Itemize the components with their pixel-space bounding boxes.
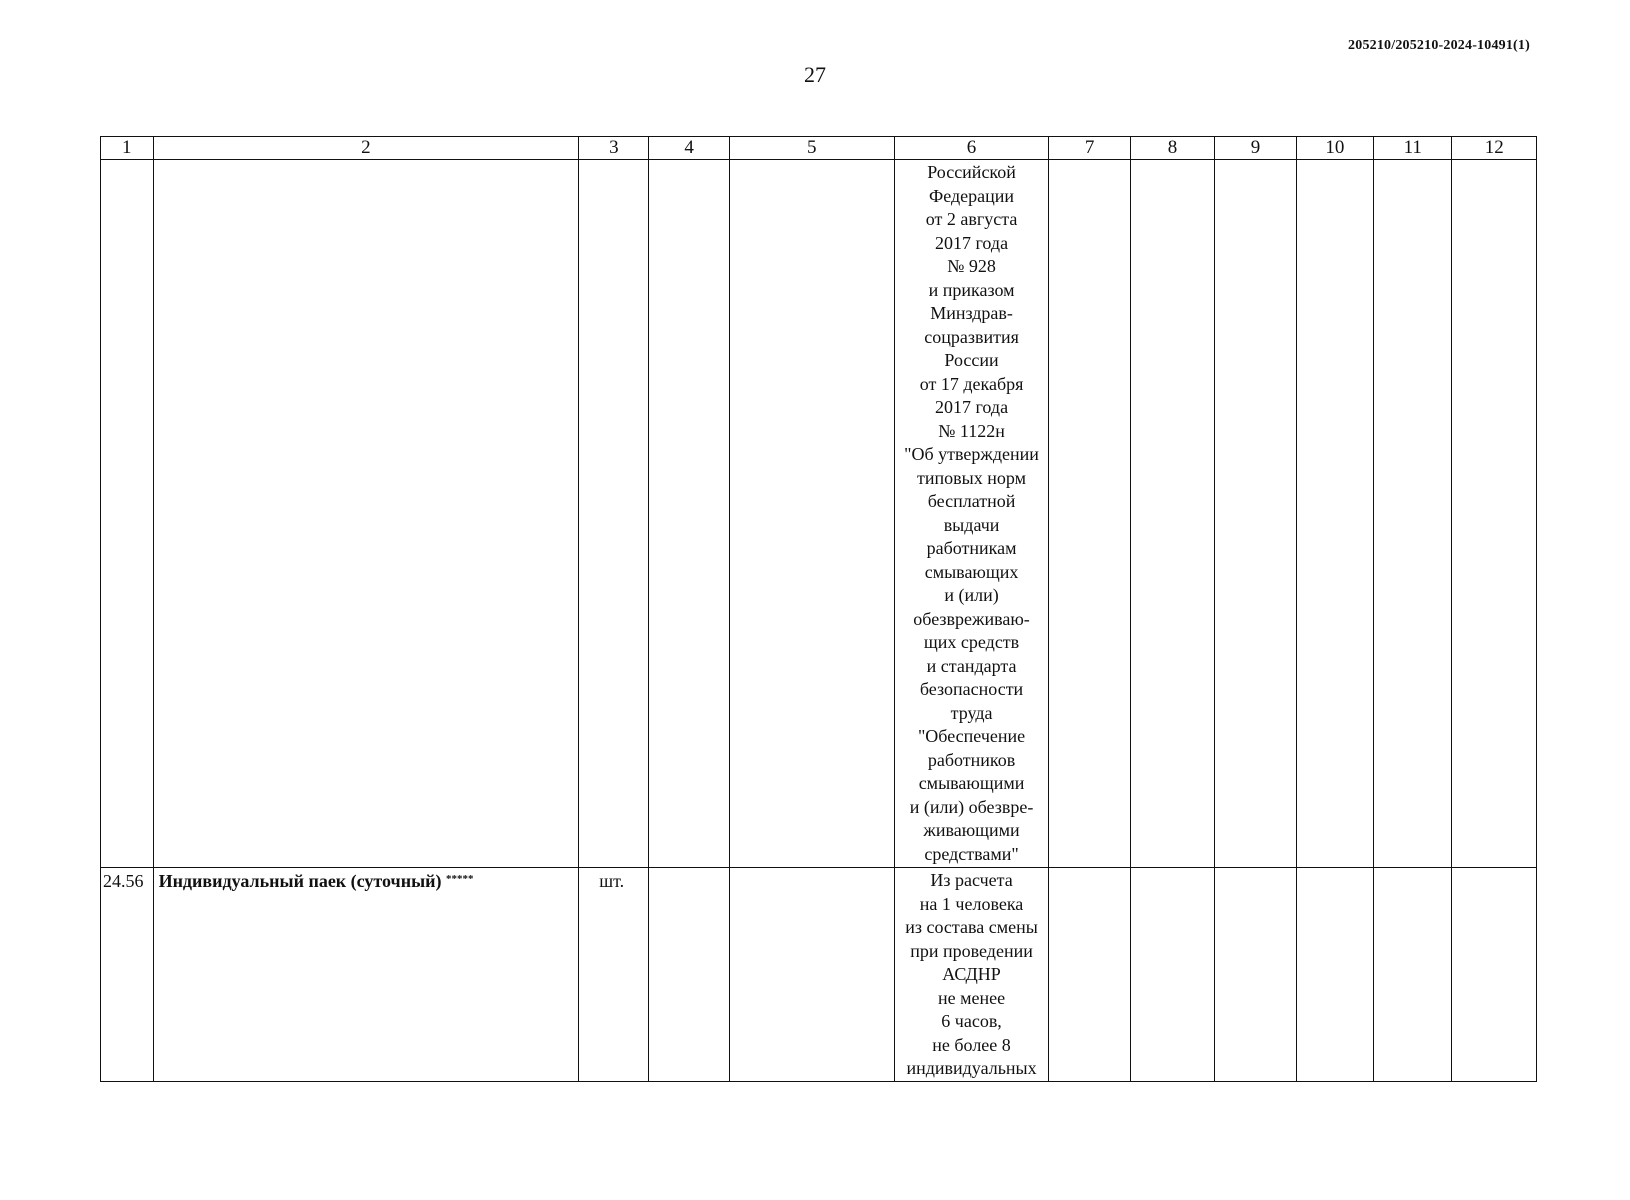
column-header-10: 10 <box>1296 137 1373 160</box>
basis-line: на 1 человека <box>919 893 1024 914</box>
basis-lines <box>895 161 1049 866</box>
basis-line: не менее <box>937 987 1006 1008</box>
basis-lines <box>895 869 1049 1081</box>
basis-line: труда <box>950 702 993 723</box>
cell-col9 <box>1215 160 1296 868</box>
basis-line: смывающими <box>918 773 1025 793</box>
basis-line: смывающих <box>924 561 1019 582</box>
cell-col8 <box>1130 160 1215 868</box>
cell-col7 <box>1049 868 1130 1082</box>
cell-col5 <box>729 160 894 868</box>
cell-unit <box>579 160 649 868</box>
cell-col4 <box>649 868 729 1082</box>
basis-line: Российской <box>927 162 1016 182</box>
column-header-12: 12 <box>1452 137 1537 160</box>
basis-line: от 2 августа <box>925 209 1018 229</box>
cell-basis <box>894 868 1049 1082</box>
basis-line: 2017 года <box>935 232 1009 253</box>
basis-line: 2017 года <box>935 397 1009 417</box>
basis-line: из состава смены <box>905 917 1038 937</box>
basis-line: Минздрав- <box>930 303 1013 323</box>
table-row <box>101 868 1537 1082</box>
basis-line: АСДНР <box>942 964 1001 984</box>
cell-col7 <box>1049 160 1130 868</box>
cell-col11 <box>1374 868 1452 1082</box>
basis-line: России <box>944 350 999 370</box>
basis-line: от 17 декабря <box>919 373 1024 394</box>
column-header-6: 6 <box>894 137 1049 160</box>
cell-col12 <box>1452 160 1537 868</box>
basis-line: выдачи <box>943 514 1000 535</box>
cell-col5 <box>729 868 894 1082</box>
cell-number: 24.56 <box>101 868 154 1082</box>
basis-line: обезвреживаю- <box>913 608 1030 629</box>
cell-col4 <box>649 160 729 868</box>
document-id: 205210/205210-2024-10491(1) <box>1348 38 1530 53</box>
table-row <box>101 160 1537 868</box>
basis-line: бесплатной <box>927 491 1016 511</box>
cell-number <box>101 160 154 868</box>
basis-line: при проведении <box>910 940 1033 961</box>
cell-name <box>153 868 579 1082</box>
basis-line: щих средств <box>923 632 1020 652</box>
basis-line: безопасности <box>919 679 1024 699</box>
basis-line: типовых норм <box>917 467 1027 488</box>
basis-line: не более 8 <box>932 1034 1011 1055</box>
cell-basis <box>894 160 1049 868</box>
cell-unit: шт. <box>579 868 649 1082</box>
basis-line: № 1122н <box>938 420 1005 441</box>
basis-line: 6 часов, <box>941 1011 1002 1031</box>
basis-line: и приказом <box>928 279 1015 300</box>
basis-line: живающими <box>923 820 1020 840</box>
column-header-1: 1 <box>101 137 154 160</box>
cell-col10 <box>1296 160 1373 868</box>
column-header-7: 7 <box>1049 137 1130 160</box>
cell-col8 <box>1130 868 1215 1082</box>
basis-line: "Обеспечение <box>917 726 1026 746</box>
basis-line: и стандарта <box>926 655 1017 676</box>
cell-col10 <box>1296 868 1373 1082</box>
column-header-4: 4 <box>649 137 729 160</box>
basis-line: Из расчета <box>930 870 1013 890</box>
table-header-row <box>101 137 1537 160</box>
column-header-9: 9 <box>1215 137 1296 160</box>
basis-line: индивидуальных <box>906 1058 1037 1078</box>
cell-col11 <box>1374 160 1452 868</box>
basis-line: работников <box>927 749 1016 770</box>
column-header-5: 5 <box>729 137 894 160</box>
cell-col9 <box>1215 868 1296 1082</box>
cell-name <box>153 160 579 868</box>
cell-name-text: Индивидуальный паек (суточный) <box>158 871 442 891</box>
cell-col12 <box>1452 868 1537 1082</box>
basis-line: № 928 <box>947 256 996 276</box>
column-header-11: 11 <box>1374 137 1452 160</box>
column-header-3: 3 <box>579 137 649 160</box>
basis-line: Федерации <box>929 185 1015 206</box>
basis-line: и (или) <box>944 585 999 605</box>
data-table <box>100 136 1537 1082</box>
column-header-8: 8 <box>1130 137 1215 160</box>
basis-line: и (или) обезвре- <box>909 796 1034 817</box>
basis-line: соцразвития <box>924 326 1019 347</box>
basis-line: работникам <box>926 538 1017 558</box>
footnote-marker: ***** <box>446 873 474 885</box>
basis-line: средствами" <box>924 843 1019 864</box>
page-number: 27 <box>804 62 826 87</box>
basis-line: "Об утверждении <box>904 444 1039 464</box>
column-header-2: 2 <box>153 137 579 160</box>
